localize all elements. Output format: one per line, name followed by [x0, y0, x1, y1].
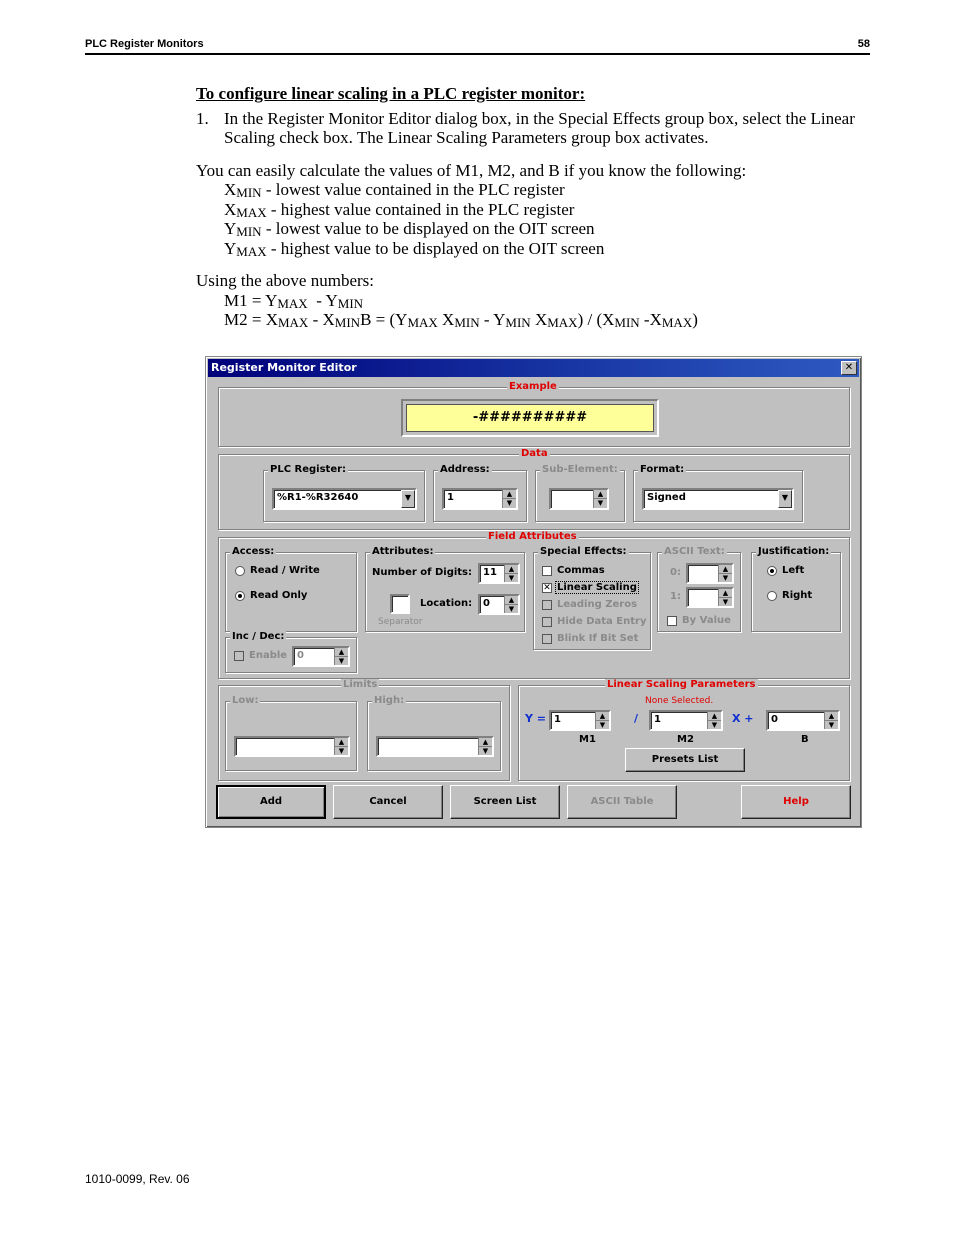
- spin-arrows-icon[interactable]: ▲ ▼: [478, 738, 492, 755]
- separator-field[interactable]: [390, 594, 410, 614]
- justification-label: Justification:: [758, 546, 830, 557]
- add-button[interactable]: Add: [216, 785, 326, 819]
- formula-m2-b: $M2 = X_{MAX} - X_{MIN}B = (Y_{MAX}$ $X_{MIN} - Y_{MIN}$ $X_{MAX}) / (X_{MIN}$ $-X_{MAX}$): [224, 310, 698, 330]
- commas-label: Commas: [557, 565, 605, 576]
- example-group-label: Example: [509, 381, 557, 392]
- screen-list-button[interactable]: Screen List: [450, 785, 560, 819]
- dialog-title: Register Monitor Editor: [211, 361, 357, 374]
- register-monitor-editor-dialog: [205, 356, 862, 828]
- linear-scaling-checkbox[interactable]: ✕: [543, 583, 551, 593]
- linear-scaling-label: Linear Scaling: [557, 582, 637, 593]
- left-label: Left: [782, 565, 805, 576]
- ascii-1-spinbox[interactable]: [686, 587, 734, 608]
- example-group: [218, 381, 850, 447]
- chevron-down-icon[interactable]: ▼: [778, 490, 792, 508]
- by-value-label: By Value: [682, 615, 731, 626]
- divide-label: /: [634, 712, 639, 725]
- help-button[interactable]: Help: [741, 785, 851, 819]
- low-label: Low:: [232, 695, 259, 706]
- num-digits-spinbox[interactable]: 11 ▲ ▼: [478, 563, 520, 584]
- sub-element-group: [535, 464, 625, 522]
- right-radio[interactable]: [767, 591, 777, 601]
- m2-spinbox[interactable]: 1 ▲ ▼: [649, 710, 723, 731]
- num-digits-label: Number of Digits:: [372, 567, 473, 578]
- spin-arrows-icon[interactable]: ▲ ▼: [334, 648, 348, 665]
- none-selected-text: None Selected.: [645, 696, 714, 706]
- limits-label: Limits: [343, 679, 378, 690]
- format-select[interactable]: Signed ▼: [642, 488, 794, 510]
- close-button[interactable]: ✕: [841, 361, 857, 375]
- high-label: High:: [374, 695, 405, 706]
- access-label: Access:: [232, 546, 275, 557]
- address-spinbox[interactable]: 1 ▲ ▼: [442, 488, 518, 510]
- right-label: Right: [782, 590, 813, 601]
- definition-xmax: $X_{MAX}$ - highest value contained in the PLC register: [224, 199, 575, 220]
- enable-checkbox[interactable]: [234, 651, 244, 661]
- spin-arrows-icon[interactable]: ▲ ▼: [504, 596, 518, 613]
- data-group: [218, 448, 850, 530]
- read-only-label: Read Only: [250, 590, 308, 601]
- step-1: [196, 109, 876, 148]
- document-body: [196, 84, 876, 330]
- address-group: [433, 464, 527, 522]
- plc-register-select[interactable]: %R1-%R32640 ▼: [272, 488, 417, 510]
- ascii-text-label: ASCII Text:: [664, 546, 725, 557]
- y-equals-label: Y =: [525, 712, 547, 725]
- blink-if-bit-set-label: Blink If Bit Set: [557, 633, 639, 644]
- spin-arrows-icon[interactable]: ▲ ▼: [824, 712, 838, 729]
- blink-if-bit-set-checkbox[interactable]: [542, 634, 552, 644]
- inc-dec-label: Inc / Dec:: [232, 631, 285, 642]
- page-footer: 1010-0099, Rev. 06: [85, 1172, 190, 1186]
- calc-intro: You can easily calculate the values of M1, M2, and B if you know the following:: [196, 160, 747, 180]
- location-spinbox[interactable]: 0 ▲ ▼: [478, 594, 520, 615]
- spin-arrows-icon[interactable]: ▲ ▼: [707, 712, 721, 729]
- high-spinbox[interactable]: [376, 736, 494, 757]
- step-number: 1.: [196, 108, 209, 128]
- data-group-label: Data: [521, 448, 548, 459]
- attributes-group: [365, 546, 525, 632]
- definition-ymax: $Y_{MAX}$ - highest value to be displayed on the OIT screen: [224, 238, 605, 259]
- x-plus-label: X +: [732, 712, 754, 725]
- header-title: PLC Register Monitors: [85, 38, 204, 50]
- sub-element-label: Sub-Element:: [542, 464, 618, 475]
- definition-ymin: $Y_{MIN}$ - lowest value to be displayed on the OIT screen: [224, 219, 595, 239]
- m1-spinbox[interactable]: 1 ▲ ▼: [549, 710, 611, 731]
- spin-arrows-icon[interactable]: ▲ ▼: [334, 738, 348, 755]
- spin-arrows-icon[interactable]: ▲ ▼: [718, 589, 732, 606]
- definition-list: [196, 180, 876, 258]
- field-attributes-label: Field Attributes: [488, 531, 577, 542]
- chevron-down-icon[interactable]: ▼: [401, 490, 415, 508]
- separator-label: Separator: [378, 617, 423, 627]
- section-heading: To configure linear scaling in a PLC register monitor:: [196, 84, 586, 103]
- b-spinbox[interactable]: 0 ▲ ▼: [766, 710, 840, 731]
- plc-register-group: [263, 464, 425, 522]
- plc-register-label: PLC Register:: [270, 464, 347, 475]
- location-label: Location:: [420, 598, 473, 609]
- example-display: [401, 399, 659, 437]
- format-group: [633, 464, 803, 522]
- spin-arrows-icon[interactable]: ▲ ▼: [502, 490, 516, 508]
- cancel-button[interactable]: Cancel: [333, 785, 443, 819]
- enable-label: Enable: [249, 650, 288, 661]
- example-value: -##########: [406, 404, 654, 432]
- commas-checkbox[interactable]: [542, 566, 552, 576]
- page-header: [85, 37, 870, 55]
- spin-arrows-icon[interactable]: ▲ ▼: [593, 490, 607, 508]
- format-label: Format:: [640, 464, 685, 475]
- field-attributes-group: [218, 531, 850, 679]
- leading-zeros-label: Leading Zeros: [557, 599, 638, 610]
- justification-group: [751, 546, 841, 632]
- address-label: Address:: [440, 464, 490, 475]
- formula-m1: $M1 = Y_{MAX} - Y_{MIN}$: [224, 290, 364, 311]
- low-group: [225, 695, 357, 771]
- step-text: In the Register Monitor Editor dialog box, in the Special Effects group box, select the Linear Scaling check box. The Linear Scaling Parameters group box activates.: [224, 108, 855, 147]
- definition-xmin: $X_{MIN}$ - lowest value contained in the PLC register: [224, 180, 565, 200]
- b-label: B: [801, 734, 809, 745]
- hide-data-entry-checkbox[interactable]: [542, 617, 552, 627]
- high-group: [367, 695, 501, 771]
- special-effects-group: [533, 546, 651, 650]
- m2-label: M2: [677, 734, 694, 745]
- special-effects-label: Special Effects:: [540, 546, 627, 557]
- hide-data-entry-label: Hide Data Entry: [557, 616, 647, 627]
- ascii-0-label: 0:: [670, 567, 681, 578]
- limits-group: [218, 679, 510, 781]
- left-radio[interactable]: [767, 566, 777, 576]
- title-bar: [208, 359, 859, 377]
- sub-element-spinbox[interactable]: [549, 488, 609, 510]
- enable-spinbox[interactable]: 0 ▲ ▼: [292, 646, 350, 667]
- ascii-0-spinbox[interactable]: [686, 563, 734, 584]
- using-intro: Using the above numbers:: [196, 271, 374, 290]
- access-group: [225, 546, 357, 632]
- read-only-radio[interactable]: [235, 591, 245, 601]
- spin-arrows-icon[interactable]: ▲ ▼: [504, 565, 518, 582]
- linear-scaling-parameters-group: [518, 679, 850, 781]
- presets-list-button[interactable]: Presets List: [625, 748, 745, 772]
- read-write-label: Read / Write: [250, 565, 320, 576]
- m1-label: M1: [579, 734, 596, 745]
- page-number: 58: [857, 38, 870, 50]
- lsp-label: Linear Scaling Parameters: [607, 679, 756, 690]
- by-value-checkbox[interactable]: [667, 616, 677, 626]
- spin-arrows-icon[interactable]: ▲ ▼: [718, 565, 732, 582]
- ascii-1-label: 1:: [670, 591, 681, 602]
- ascii-table-button[interactable]: ASCII Table: [567, 785, 677, 819]
- attributes-label: Attributes:: [372, 546, 434, 557]
- low-spinbox[interactable]: [234, 736, 350, 757]
- inc-dec-group: [225, 631, 357, 673]
- read-write-radio[interactable]: [235, 566, 245, 576]
- leading-zeros-checkbox[interactable]: [542, 600, 552, 610]
- spin-arrows-icon[interactable]: ▲ ▼: [595, 712, 609, 729]
